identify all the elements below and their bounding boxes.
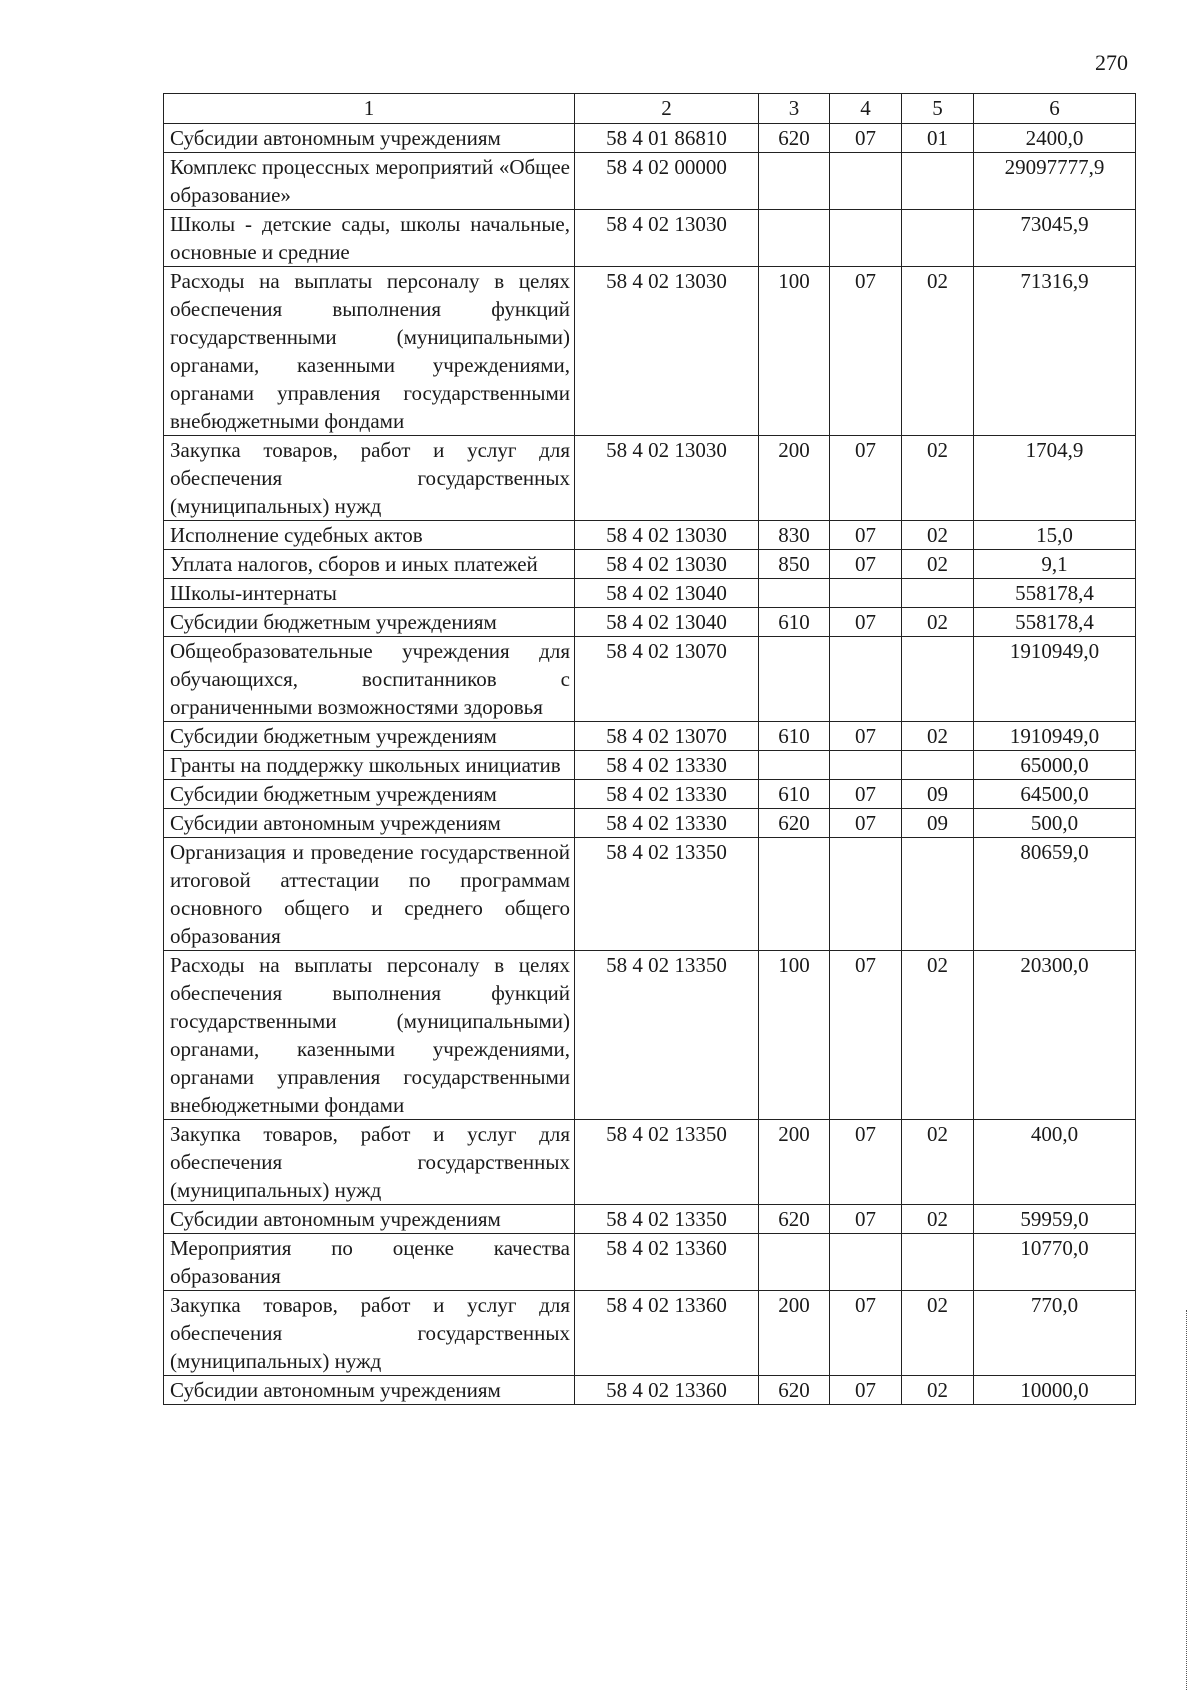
row-sum-cell: 558178,4	[974, 608, 1136, 637]
row-pr-cell: 01	[902, 124, 974, 153]
row-name-cell: Организация и проведение государственной итоговой аттестации по программам основного общего и среднего общего образования	[164, 838, 575, 951]
row-code-cell: 58 4 02 13350	[575, 838, 759, 951]
table-row	[164, 521, 1136, 550]
row-pr-cell: 02	[902, 951, 974, 1120]
row-pr-cell	[902, 153, 974, 210]
table-row	[164, 608, 1136, 637]
row-pr-cell	[902, 838, 974, 951]
table-row	[164, 124, 1136, 153]
row-pr-cell: 02	[902, 1291, 974, 1376]
row-name-cell: Закупка товаров, работ и услуг для обеспечения государственных (муниципальных) нужд	[164, 1291, 575, 1376]
row-rz-cell: 07	[830, 124, 902, 153]
row-name-cell: Уплата налогов, сборов и иных платежей	[164, 550, 575, 579]
row-sum-cell: 10000,0	[974, 1376, 1136, 1405]
row-name-cell: Мероприятия по оценке качества образования	[164, 1234, 575, 1291]
row-code-cell: 58 4 02 13350	[575, 1205, 759, 1234]
row-pr-cell: 02	[902, 521, 974, 550]
row-rz-cell: 07	[830, 809, 902, 838]
table-row	[164, 1234, 1136, 1291]
row-vr-cell	[759, 1234, 830, 1291]
page-number: 270	[1095, 50, 1128, 75]
row-code-cell: 58 4 02 13360	[575, 1234, 759, 1291]
row-code-cell: 58 4 02 13030	[575, 521, 759, 550]
row-sum-cell: 1910949,0	[974, 637, 1136, 722]
row-pr-cell: 02	[902, 436, 974, 521]
row-code-cell: 58 4 02 13030	[575, 267, 759, 436]
row-code-cell: 58 4 02 13070	[575, 637, 759, 722]
row-name-cell: Субсидии бюджетным учреждениям	[164, 608, 575, 637]
column-header: 1	[164, 94, 575, 124]
row-pr-cell: 02	[902, 1205, 974, 1234]
row-vr-cell: 620	[759, 809, 830, 838]
table-row	[164, 267, 1136, 436]
row-pr-cell: 02	[902, 267, 974, 436]
table-row	[164, 951, 1136, 1120]
row-vr-cell	[759, 579, 830, 608]
row-rz-cell	[830, 751, 902, 780]
row-sum-cell: 558178,4	[974, 579, 1136, 608]
row-code-cell: 58 4 02 13040	[575, 608, 759, 637]
row-sum-cell: 65000,0	[974, 751, 1136, 780]
header-row	[164, 94, 1136, 124]
row-sum-cell: 15,0	[974, 521, 1136, 550]
row-vr-cell: 620	[759, 124, 830, 153]
row-rz-cell	[830, 153, 902, 210]
row-sum-cell: 1910949,0	[974, 722, 1136, 751]
row-vr-cell	[759, 153, 830, 210]
row-code-cell: 58 4 02 13360	[575, 1376, 759, 1405]
row-rz-cell: 07	[830, 1120, 902, 1205]
table-row	[164, 436, 1136, 521]
row-vr-cell: 100	[759, 267, 830, 436]
scan-edge-mark	[1186, 1310, 1188, 1690]
row-code-cell: 58 4 02 13330	[575, 780, 759, 809]
column-header: 5	[902, 94, 974, 124]
row-name-cell: Закупка товаров, работ и услуг для обеспечения государственных (муниципальных) нужд	[164, 1120, 575, 1205]
row-rz-cell: 07	[830, 780, 902, 809]
row-vr-cell: 620	[759, 1205, 830, 1234]
row-sum-cell: 29097777,9	[974, 153, 1136, 210]
table-row	[164, 751, 1136, 780]
column-header: 3	[759, 94, 830, 124]
row-name-cell: Субсидии бюджетным учреждениям	[164, 722, 575, 751]
table-row	[164, 1205, 1136, 1234]
row-rz-cell: 07	[830, 1376, 902, 1405]
row-name-cell: Закупка товаров, работ и услуг для обеспечения государственных (муниципальных) нужд	[164, 436, 575, 521]
row-sum-cell: 73045,9	[974, 210, 1136, 267]
row-name-cell: Субсидии автономным учреждениям	[164, 124, 575, 153]
row-pr-cell: 02	[902, 608, 974, 637]
row-code-cell: 58 4 01 86810	[575, 124, 759, 153]
row-pr-cell: 09	[902, 780, 974, 809]
row-pr-cell: 09	[902, 809, 974, 838]
row-rz-cell: 07	[830, 1291, 902, 1376]
row-code-cell: 58 4 02 13030	[575, 550, 759, 579]
row-rz-cell: 07	[830, 267, 902, 436]
row-vr-cell	[759, 838, 830, 951]
row-rz-cell: 07	[830, 550, 902, 579]
row-sum-cell: 770,0	[974, 1291, 1136, 1376]
row-code-cell: 58 4 02 00000	[575, 153, 759, 210]
row-vr-cell	[759, 210, 830, 267]
row-name-cell: Расходы на выплаты персоналу в целях обеспечения выполнения функций государственными (муниципальными) органами, казенными учреждениями, органами управления государственными внебюджетными фондами	[164, 951, 575, 1120]
row-pr-cell: 02	[902, 722, 974, 751]
table-row	[164, 210, 1136, 267]
row-pr-cell: 02	[902, 1120, 974, 1205]
row-name-cell: Школы-интернаты	[164, 579, 575, 608]
row-name-cell: Субсидии автономным учреждениям	[164, 1205, 575, 1234]
table-row	[164, 550, 1136, 579]
row-vr-cell	[759, 751, 830, 780]
row-vr-cell: 200	[759, 436, 830, 521]
row-sum-cell: 20300,0	[974, 951, 1136, 1120]
row-vr-cell: 100	[759, 951, 830, 1120]
row-code-cell: 58 4 02 13070	[575, 722, 759, 751]
row-rz-cell: 07	[830, 722, 902, 751]
row-pr-cell	[902, 637, 974, 722]
column-header: 6	[974, 94, 1136, 124]
row-pr-cell	[902, 579, 974, 608]
row-sum-cell: 59959,0	[974, 1205, 1136, 1234]
row-sum-cell: 2400,0	[974, 124, 1136, 153]
row-name-cell: Гранты на поддержку школьных инициатив	[164, 751, 575, 780]
row-vr-cell: 620	[759, 1376, 830, 1405]
row-vr-cell: 850	[759, 550, 830, 579]
row-name-cell: Субсидии автономным учреждениям	[164, 1376, 575, 1405]
row-sum-cell: 9,1	[974, 550, 1136, 579]
table-row	[164, 153, 1136, 210]
row-vr-cell: 200	[759, 1120, 830, 1205]
row-pr-cell	[902, 751, 974, 780]
row-code-cell: 58 4 02 13350	[575, 951, 759, 1120]
row-name-cell: Общеобразовательные учреждения для обучающихся, воспитанников с ограниченными возможностями здоровья	[164, 637, 575, 722]
row-sum-cell: 64500,0	[974, 780, 1136, 809]
table-row	[164, 722, 1136, 751]
table-body	[164, 124, 1136, 1405]
row-rz-cell	[830, 637, 902, 722]
row-pr-cell: 02	[902, 1376, 974, 1405]
row-code-cell: 58 4 02 13040	[575, 579, 759, 608]
row-pr-cell: 02	[902, 550, 974, 579]
row-code-cell: 58 4 02 13350	[575, 1120, 759, 1205]
row-code-cell: 58 4 02 13030	[575, 436, 759, 521]
row-sum-cell: 1704,9	[974, 436, 1136, 521]
row-vr-cell: 610	[759, 780, 830, 809]
row-sum-cell: 10770,0	[974, 1234, 1136, 1291]
row-sum-cell: 400,0	[974, 1120, 1136, 1205]
row-vr-cell	[759, 637, 830, 722]
row-rz-cell	[830, 210, 902, 267]
column-header: 4	[830, 94, 902, 124]
table-row	[164, 1376, 1136, 1405]
row-name-cell: Комплекс процессных мероприятий «Общее образование»	[164, 153, 575, 210]
row-name-cell: Субсидии автономным учреждениям	[164, 809, 575, 838]
table-row	[164, 809, 1136, 838]
table-row	[164, 1120, 1136, 1205]
row-rz-cell	[830, 1234, 902, 1291]
row-vr-cell: 830	[759, 521, 830, 550]
row-rz-cell: 07	[830, 436, 902, 521]
row-rz-cell: 07	[830, 608, 902, 637]
row-vr-cell: 610	[759, 722, 830, 751]
table-row	[164, 838, 1136, 951]
row-rz-cell: 07	[830, 951, 902, 1120]
row-sum-cell: 71316,9	[974, 267, 1136, 436]
row-rz-cell	[830, 838, 902, 951]
table-row	[164, 780, 1136, 809]
row-code-cell: 58 4 02 13030	[575, 210, 759, 267]
row-pr-cell	[902, 210, 974, 267]
row-code-cell: 58 4 02 13360	[575, 1291, 759, 1376]
row-vr-cell: 200	[759, 1291, 830, 1376]
table-row	[164, 579, 1136, 608]
row-vr-cell: 610	[759, 608, 830, 637]
row-code-cell: 58 4 02 13330	[575, 809, 759, 838]
row-rz-cell	[830, 579, 902, 608]
column-header: 2	[575, 94, 759, 124]
table-row	[164, 1291, 1136, 1376]
row-sum-cell: 80659,0	[974, 838, 1136, 951]
row-name-cell: Школы - детские сады, школы начальные, основные и средние	[164, 210, 575, 267]
row-name-cell: Субсидии бюджетным учреждениям	[164, 780, 575, 809]
row-rz-cell: 07	[830, 521, 902, 550]
row-sum-cell: 500,0	[974, 809, 1136, 838]
row-code-cell: 58 4 02 13330	[575, 751, 759, 780]
budget-table	[163, 93, 1136, 1405]
row-pr-cell	[902, 1234, 974, 1291]
row-name-cell: Расходы на выплаты персоналу в целях обеспечения выполнения функций государственными (муниципальными) органами, казенными учреждениями, органами управления государственными внебюджетными фондами	[164, 267, 575, 436]
row-rz-cell: 07	[830, 1205, 902, 1234]
row-name-cell: Исполнение судебных актов	[164, 521, 575, 550]
table-row	[164, 637, 1136, 722]
